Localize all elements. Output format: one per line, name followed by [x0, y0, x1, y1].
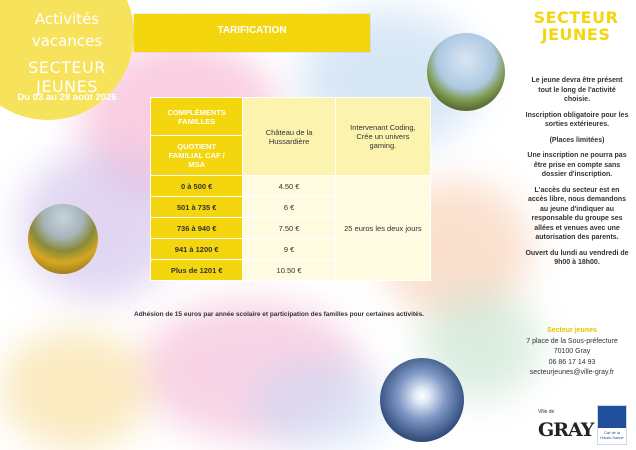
title-line1: SECTEUR [533, 8, 619, 27]
info-paragraph: (Places limitées) [549, 136, 605, 144]
adhesion-note: Adhésion de 15 euros par année scolaire et participation des familles pour certaines activités. [134, 311, 425, 318]
sky-photo [380, 358, 464, 442]
table-row-range: 0 à 500 € [151, 176, 243, 197]
secteur-jeunes-title [520, 9, 632, 43]
chateau-header: Château de la Hussardière [243, 98, 335, 176]
coding-header: Intervenant Coding, Crée un univers gaming. [335, 98, 430, 176]
caf-logo [597, 405, 627, 445]
contact-phone: 06 86 17 14 93 [548, 358, 596, 366]
table-row-price: 6 € [243, 197, 335, 218]
table-row-range: 736 à 940 € [151, 218, 243, 239]
table-row-range: 501 à 735 € [151, 197, 243, 218]
watercolor-splash [0, 330, 150, 450]
logo-gray-main: GRAY [538, 419, 594, 441]
table-row-range: Plus de 1201 € [151, 260, 243, 281]
tree-photo [427, 33, 505, 111]
pricing-table [150, 97, 431, 281]
table-row-price: 4.50 € [243, 176, 335, 197]
ville-de-gray-logo [538, 409, 594, 443]
info-paragraph: Inscription obligatoire pour les sorties extérieures. [525, 111, 629, 128]
tarification-title: TARIFICATION [134, 14, 370, 52]
contact-block [510, 326, 634, 379]
sunflowers-photo [28, 204, 98, 274]
coding-price: 25 euros les deux jours [335, 176, 430, 281]
info-paragraph: Une inscription ne pourra pas être prise en compte sans dossier d'inscription. [527, 152, 627, 178]
caf-logo-mark [598, 406, 626, 428]
table-row-range: 941 à 1200 € [151, 239, 243, 260]
header-activites: Activités [34, 10, 100, 28]
contact-email[interactable]: secteurjeunes@ville-gray.fr [529, 369, 615, 376]
contact-city: 70100 Gray [553, 348, 591, 355]
table-row-price: 10.50 € [243, 260, 335, 281]
info-paragraph: Le jeune devra être présent tout le long de l'activité choisie. [531, 77, 623, 103]
quotient-header: QUOTIENT FAMILIAL CAF / MSA [151, 136, 243, 176]
logo-gray-small: Ville de [538, 409, 555, 415]
header-dates: Du 03 au 28 août 2026 [17, 92, 117, 103]
contact-name: Secteur jeunes [547, 327, 597, 334]
table-row-price: 9 € [243, 239, 335, 260]
info-paragraph: L'accès du secteur est en accès libre, nous demandons au jeune d'indiquer au responsable du groupe ses allées et venues avec une autorisation des parents. [527, 186, 627, 241]
watercolor-splash [250, 360, 390, 450]
table-row-price: 7.50 € [243, 218, 335, 239]
info-paragraph: Ouvert du lundi au vendredi de 9h00 à 18h00. [525, 249, 629, 266]
info-column [525, 76, 629, 274]
contact-address: 7 place de la Sous-préfecture [526, 337, 618, 345]
title-line2: JEUNES [541, 25, 611, 44]
header-vacances: vacances [31, 32, 103, 50]
caf-logo-text: Caf de la Haute-Saône [600, 430, 624, 440]
complements-header: COMPLÉMENTS FAMILLES [151, 98, 243, 136]
header-secteur-jeunes: SECTEUR JEUNES [28, 58, 106, 96]
